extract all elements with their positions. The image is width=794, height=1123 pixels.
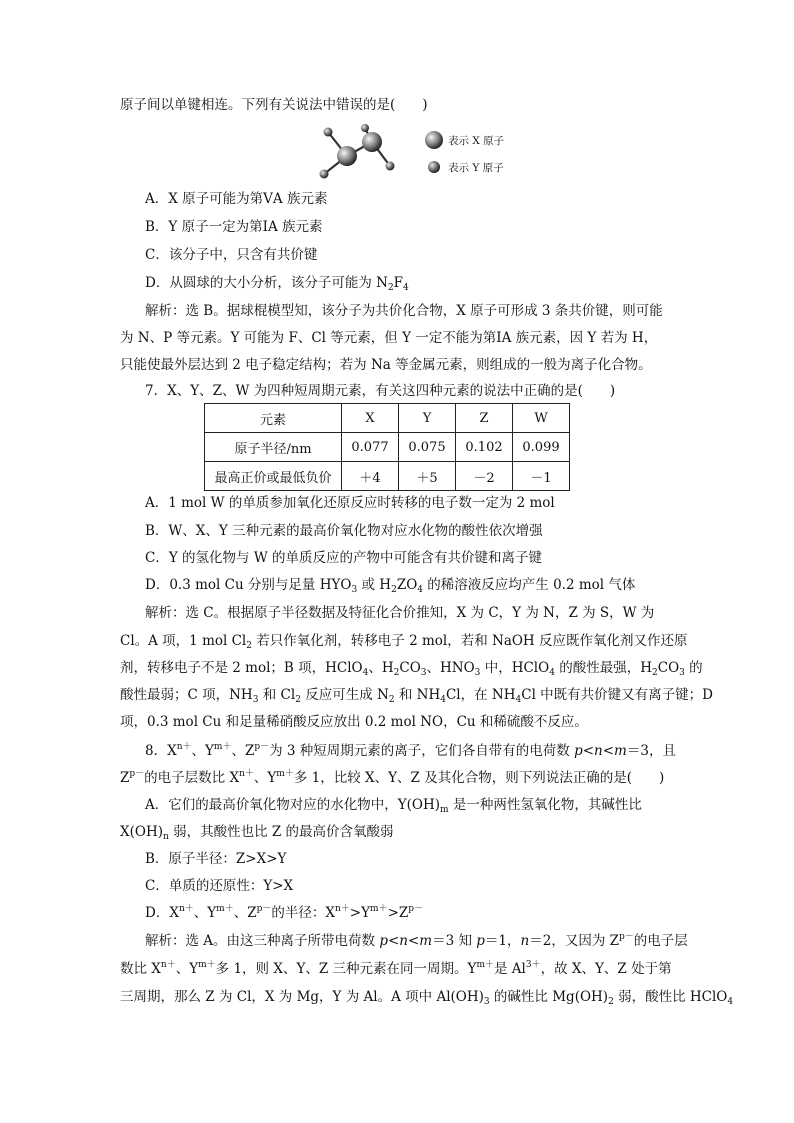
table-header-row	[205, 404, 570, 433]
q8-option-a-line-1: A．它们的最高价氧化物对应的水化物中，$Y(OH)_m$ 是一种两性氢氧化物，其碱性比	[145, 797, 642, 815]
q8-option-c: C．单质的还原性：Y>X	[145, 878, 294, 894]
element-data-table	[204, 403, 570, 491]
q7-option-a: A．1 mol W 的单质参加氧化还原反应时转移的电子数一定为 2 mol	[145, 495, 555, 511]
q7-analysis-line-5: 项，0.3 mol Cu 和足量稀硝酸反应放出 0.2 mol NO，Cu 和稀硫酸不反应。	[120, 714, 588, 730]
y-atom-ball	[324, 128, 333, 137]
table-cell: 0.102	[456, 433, 513, 462]
y-atom-ball	[320, 170, 329, 179]
table-cell: ＋4	[342, 462, 399, 491]
table-header-cell: W	[513, 404, 570, 433]
legend-x-atom: 表示 X 原子	[448, 135, 505, 147]
q6-analysis-line-1: 解析：选 B。据球棍模型知，该分子为共价化合物，X 原子可形成 3 条共价键，则可能	[145, 303, 663, 319]
q6-analysis-line-2: 为 N、P 等元素。Y 可能为 F、Cl 等元素，但 Y 一定不能为第ⅠA 族元素，因 Y 若为 H，	[120, 330, 658, 346]
q8-option-d: D．$X^{n+}$、$Y^{m+}$、$Z^{p-}$的半径：$X^{n+}>Y^{m+}>Z^{p-}$	[145, 904, 424, 921]
q7-option-c: C．Y 的氢化物与 W 的单质反应的产物中可能含有共价键和离子键	[145, 550, 542, 566]
q6-analysis-line-3: 只能使最外层达到 2 电子稳定结构；若为 Na 等金属元素，则组成的一般为离子化合物。	[120, 357, 652, 373]
table-header-cell: Y	[399, 404, 456, 433]
table-cell: －2	[456, 462, 513, 491]
q7-analysis-line-2: Cl。A 项，1 mol $Cl_2$ 若只作氧化剂，转移电子 2 mol，若和 NaOH 反应既作氧化剂又作还原	[120, 633, 688, 651]
legend-large-ball	[424, 130, 444, 150]
table-header-cell: 元素	[205, 404, 342, 433]
x-atom-ball	[337, 146, 357, 166]
legend-small-ball	[427, 160, 441, 174]
table-row	[205, 462, 570, 491]
q7-option-d: D．0.3 mol Cu 分别与足量 $HYO_3$ 或 $H_2ZO_4$ 的稀溶液反应均产生 0.2 mol 气体	[145, 577, 636, 595]
q6-option-c: C．该分子中，只含有共价键	[145, 247, 318, 263]
y-atom-ball	[361, 124, 369, 132]
q8-analysis-line-2: 数比 $X^{n+}$、$Y^{m+}$多 1，则 X、Y、Z 三种元素在同一周期。$Y^{m+}$是 $Al^{3+}$，故 X、Y、Z 处于第	[120, 960, 672, 977]
table-header-cell: X	[342, 404, 399, 433]
molecule-model-image	[310, 124, 410, 182]
table-cell: 0.099	[513, 433, 570, 462]
table-cell: ＋5	[399, 462, 456, 491]
q8-stem-line-2: $Z^{p-}$的电子层数比 $X^{n+}$、$Y^{m+}$多 1，比较 X、Y、Z 及其化合物，则下列说法正确的是( )	[120, 769, 665, 786]
q7-stem: 7．X、Y、Z、W 为四种短周期元素，有关这四种元素的说法中正确的是( )	[145, 383, 616, 399]
table-cell: 原子半径/nm	[205, 433, 342, 462]
q8-analysis-line-3: 三周期，那么 Z 为 Cl，X 为 Mg，Y 为 Al。A 项中 $Al(OH)_3$ 的碱性比 $Mg(OH)_2$ 弱，酸性比 HClO$_4$	[120, 989, 734, 1007]
q8-option-b: B．原子半径：Z>X>Y	[145, 851, 287, 867]
table-cell: 最高正价或最低负价	[205, 462, 342, 491]
q7-analysis-line-3: 剂，转移电子不是 2 mol；B 项，HClO$_4$、$H_2CO_3$、$HNO_3$ 中，HClO$_4$ 的酸性最强，$H_2CO_3$ 的	[120, 660, 703, 678]
q8-option-a-line-2: $X(OH)_n$ 弱，其酸性也比 Z 的最高价含氧酸弱	[120, 824, 394, 842]
q7-analysis-line-1: 解析：选 C。根据原子半径数据及特征化合价推知，X 为 C，Y 为 N，Z 为 S，W 为	[145, 605, 655, 621]
legend-y-atom: 表示 Y 原子	[448, 162, 504, 174]
q8-stem-line-1: 8．$X^{n+}$、$Y^{m+}$、$Z^{p-}$为 3 种短周期元素的离子，它们各自带有的电荷数 p<n<m＝3，且	[145, 742, 676, 759]
intro-text: 原子间以单键相连。下列有关说法中错误的是( )	[120, 97, 428, 113]
table-cell: 0.077	[342, 433, 399, 462]
q6-option-a: A．X 原子可能为第ⅤA 族元素	[145, 191, 328, 207]
table-cell: －1	[513, 462, 570, 491]
table-row	[205, 433, 570, 462]
y-atom-ball	[386, 162, 395, 171]
table-header-cell: Z	[456, 404, 513, 433]
q6-option-d: D．从圆球的大小分析，该分子可能为 $N_2F_4$	[145, 275, 409, 293]
x-atom-ball	[362, 132, 382, 152]
table-cell: 0.075	[399, 433, 456, 462]
q7-option-b: B．W、X、Y 三种元素的最高价氧化物对应水化物的酸性依次增强	[145, 523, 543, 539]
q6-option-b: B．Y 原子一定为第ⅠA 族元素	[145, 219, 323, 235]
q8-analysis-line-1: 解析：选 A。由这三种离子所带电荷数 p<n<m＝3 知 p＝1，n＝2，又因为 $Z^{p-}$的电子层	[145, 932, 688, 949]
q7-analysis-line-4: 酸性最弱；C 项，$NH_3$ 和 $Cl_2$ 反应可生成 $N_2$ 和 $NH_4Cl$，在 $NH_4Cl$ 中既有共价键又有离子键；D	[120, 687, 713, 705]
